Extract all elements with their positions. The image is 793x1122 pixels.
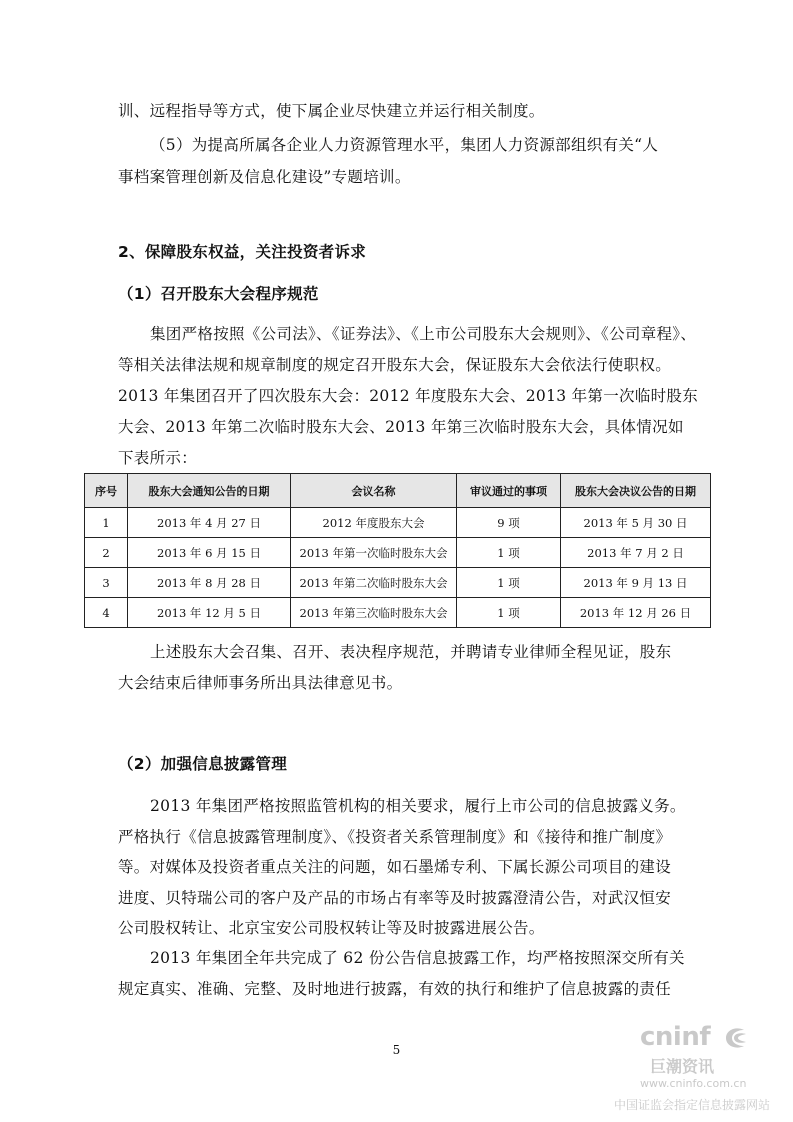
subsection-heading: （1）召开股东大会程序规范 bbox=[118, 285, 319, 303]
paragraph-line: 上述股东大会召集、召开、表决程序规范，并聘请专业律师全程见证，股东 bbox=[150, 643, 672, 661]
paragraph-line: 规定真实、准确、完整、及时地进行披露，有效的执行和维护了信息披露的责任 bbox=[118, 980, 672, 998]
column-header: 股东大会决议公告的日期 bbox=[561, 474, 711, 508]
table-cell: 1 bbox=[85, 508, 128, 538]
paragraph-line: 2013 年集团严格按照监管机构的相关要求，履行上市公司的信息披露义务。 bbox=[150, 797, 686, 815]
watermark-tagline: 中国证监会指定信息披露网站 bbox=[614, 1098, 771, 1112]
page-number: 5 bbox=[392, 1043, 401, 1057]
watermark-url: www.cninfo.com.cn bbox=[640, 1077, 747, 1090]
table-cell: 2013 年 7 月 2 日 bbox=[561, 538, 711, 568]
table-cell: 2013 年第二次临时股东大会 bbox=[291, 568, 457, 598]
table-cell: 1 项 bbox=[457, 538, 561, 568]
table-cell: 2013 年第三次临时股东大会 bbox=[291, 598, 457, 628]
paragraph-line: 训、远程指导等方式，使下属企业尽快建立并运行相关制度。 bbox=[118, 102, 545, 120]
table-cell: 2 bbox=[85, 538, 128, 568]
subsection-heading: （2）加强信息披露管理 bbox=[118, 755, 288, 773]
table-cell: 4 bbox=[85, 598, 128, 628]
paragraph-line: 事档案管理创新及信息化建设”专题培训。 bbox=[118, 168, 411, 186]
column-header: 股东大会通知公告的日期 bbox=[128, 474, 291, 508]
table-cell: 2013 年第一次临时股东大会 bbox=[291, 538, 457, 568]
table-row bbox=[85, 568, 711, 598]
table-cell: 2013 年 5 月 30 日 bbox=[561, 508, 711, 538]
column-header: 会议名称 bbox=[291, 474, 457, 508]
table-cell: 2013 年 12 月 26 日 bbox=[561, 598, 711, 628]
watermark-cn-name: 巨潮资讯 bbox=[650, 1057, 715, 1076]
paragraph-line: 公司股权转让、北京宝安公司股权转让等及时披露进展公告。 bbox=[118, 919, 545, 937]
table-cell: 2013 年 4 月 27 日 bbox=[128, 508, 291, 538]
watermark-logo: cninf bbox=[640, 1022, 711, 1052]
table-cell: 2013 年 6 月 15 日 bbox=[128, 538, 291, 568]
section-heading: 2、保障股东权益，关注投资者诉求 bbox=[118, 243, 367, 261]
paragraph-line: 大会结束后律师事务所出具法律意见书。 bbox=[118, 674, 403, 692]
paragraph-line: 集团严格按照《公司法》、《证券法》、《上市公司股东大会规则》、《公司章程》、 bbox=[150, 325, 697, 343]
paragraph-line: 等。对媒体及投资者重点关注的问题，如石墨烯专利、下属长源公司项目的建设 bbox=[118, 858, 672, 876]
paragraph-line: 大会、2013 年第二次临时股东大会、2013 年第三次临时股东大会，具体情况如 bbox=[118, 418, 684, 436]
table-cell: 9 项 bbox=[457, 508, 561, 538]
table-header-row bbox=[85, 474, 711, 508]
table-cell: 2013 年 8 月 28 日 bbox=[128, 568, 291, 598]
column-header: 序号 bbox=[85, 474, 128, 508]
paragraph-line: 下表所示： bbox=[118, 449, 198, 467]
paragraph-line: （5）为提高所属各企业人力资源管理水平，集团人力资源部组织有关“人 bbox=[150, 136, 659, 154]
table-cell: 2013 年 12 月 5 日 bbox=[128, 598, 291, 628]
paragraph-line: 2013 年集团全年共完成了 62 份公告信息披露工作，均严格按照深交所有关 bbox=[150, 949, 685, 967]
shareholder-meeting-table bbox=[84, 473, 711, 628]
paragraph-line: 严格执行《信息披露管理制度》、《投资者关系管理制度》和《接待和推广制度》 bbox=[118, 828, 672, 846]
column-header: 审议通过的事项 bbox=[457, 474, 561, 508]
table-cell: 3 bbox=[85, 568, 128, 598]
paragraph-line: 进度、贝特瑞公司的客户及产品的市场占有率等及时披露澄清公告，对武汉恒安 bbox=[118, 889, 672, 907]
table-cell: 1 项 bbox=[457, 598, 561, 628]
table-cell: 2013 年 9 月 13 日 bbox=[561, 568, 711, 598]
table-row bbox=[85, 508, 711, 538]
paragraph-line: 等相关法律法规和规章制度的规定召开股东大会，保证股东大会依法行使职权。 bbox=[118, 356, 672, 374]
table-row bbox=[85, 598, 711, 628]
table-row bbox=[85, 538, 711, 568]
table-cell: 2012 年度股东大会 bbox=[291, 508, 457, 538]
paragraph-line: 2013 年集团召开了四次股东大会：2012 年度股东大会、2013 年第一次临时股东 bbox=[118, 387, 699, 405]
cninfo-swirl-icon bbox=[722, 1024, 750, 1052]
table-cell: 1 项 bbox=[457, 568, 561, 598]
